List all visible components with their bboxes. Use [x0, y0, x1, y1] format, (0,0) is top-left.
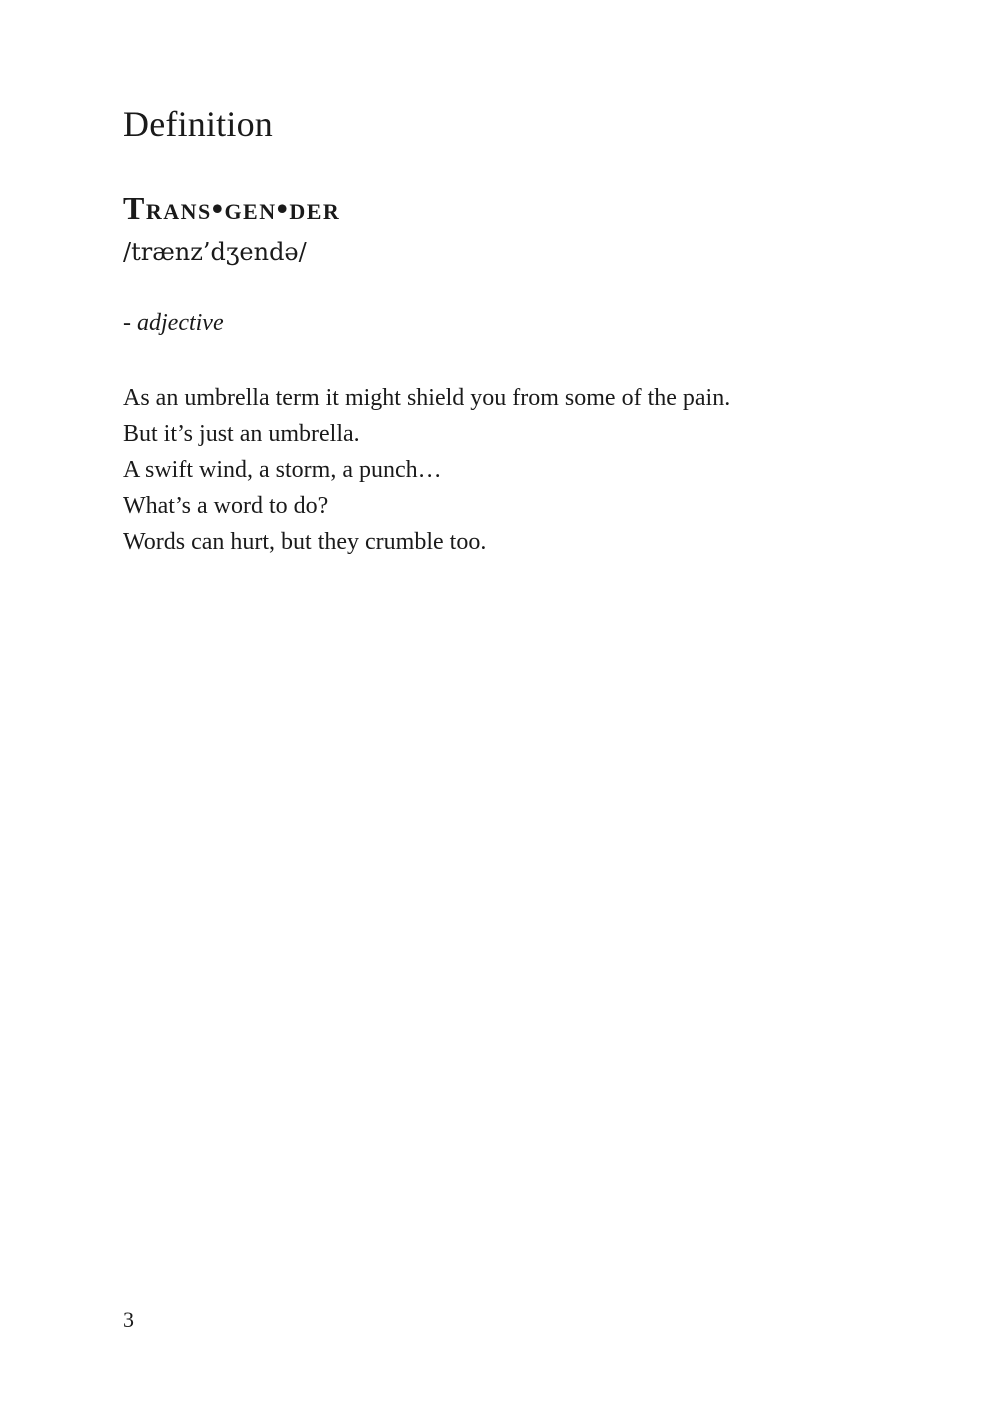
part-of-speech [123, 307, 224, 339]
definition-line: What’s a word to do? [123, 493, 329, 519]
part-of-speech-label: adjective [137, 310, 224, 336]
pronunciation: /trænz’dʒendə/ [123, 238, 307, 266]
page-title: Definition [123, 104, 273, 144]
definition-text [123, 380, 730, 560]
page-number: 3 [123, 1307, 134, 1332]
definition-line: As an umbrella term it might shield you from some of the pain. [123, 385, 731, 411]
part-of-speech-dash: - [123, 310, 137, 336]
definition-line: Words can hurt, but they crumble too. [123, 529, 487, 555]
definition-line: But it’s just an umbrella. [123, 421, 360, 447]
headword: Trans•gen•der [123, 190, 341, 226]
definition-line: A swift wind, a storm, a punch… [123, 457, 442, 483]
